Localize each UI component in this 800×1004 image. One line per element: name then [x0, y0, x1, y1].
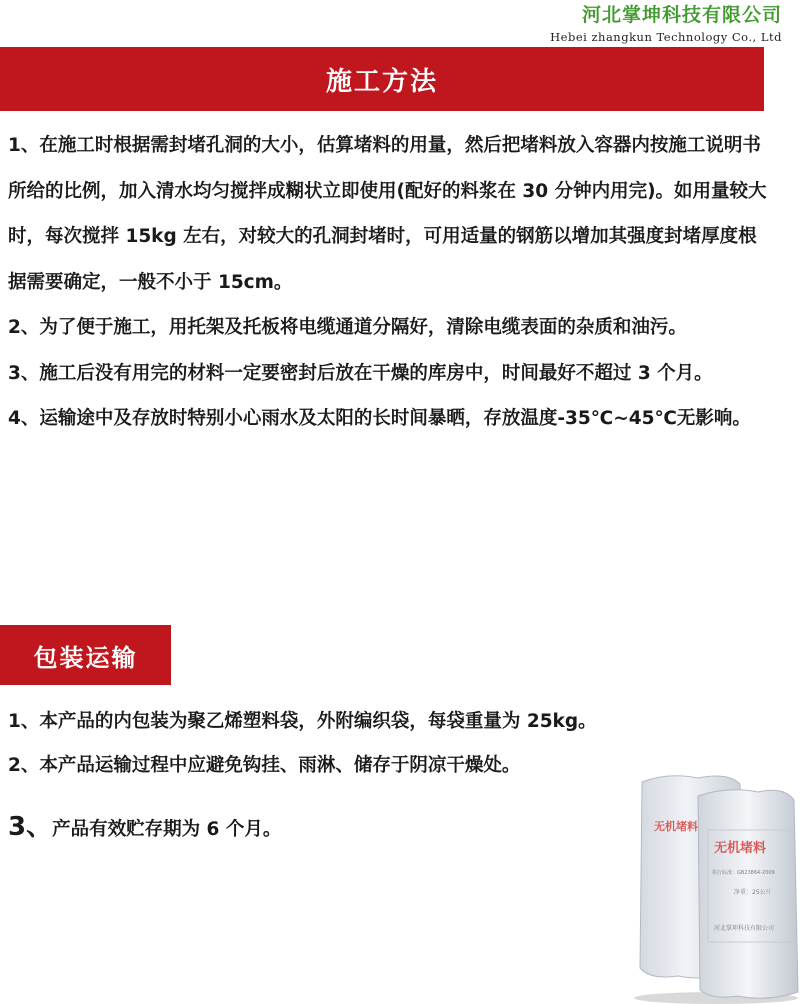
product-bags-image	[628, 770, 800, 1004]
packaging-item-3	[8, 806, 281, 843]
bag-product-name: 无机堵料	[714, 841, 767, 856]
back-bag-label: 无机堵料	[654, 820, 698, 833]
method-paragraph-3: 3、施工后没有用完的材料一定要密封后放在干燥的库房中，时间最好不超过 3 个月。	[8, 362, 713, 384]
bag-standard: 执行标准：GB23864-2009	[712, 870, 775, 876]
method-banner	[0, 47, 764, 111]
method-paragraph-1: 1、在施工时根据需封堵孔洞的大小，估算堵料的用量，然后把堵料放入容器内按施工说明书所给的比例，加入清水均匀搅拌成糊状立即使用(配好的料浆在 30 分钟内用完)。如用量较大时，每次搅拌 15kg 左右，对较大的孔洞封堵时，可用适量的钢筋以增加其强度封堵厚度根据需要确定，一般不小于 15cm。	[8, 135, 767, 293]
packaging-tab	[0, 625, 171, 685]
packaging-title: 包装运输	[33, 643, 138, 672]
packaging-item-3-number: 3、	[8, 812, 53, 842]
bag-maker: 河北掌坤科技有限公司	[714, 925, 775, 932]
packaging-item-1: 1、本产品的内包装为聚乙烯塑料袋，外附编织袋，每袋重量为 25kg。	[8, 711, 597, 732]
company-name-cn: 河北掌坤科技有限公司	[581, 4, 782, 26]
company-name-en: Hebei zhangkun Technology Co., Ltd	[550, 30, 782, 44]
bag-weight: 净重：25公斤	[734, 889, 772, 896]
method-title: 施工方法	[325, 66, 438, 97]
method-paragraph-2: 2、为了便于施工，用托架及托板将电缆通道分隔好，清除电缆表面的杂质和油污。	[8, 317, 687, 338]
packaging-item-2: 2、本产品运输过程中应避免钩挂、雨淋、储存于阴凉干燥处。	[8, 755, 521, 776]
packaging-item-3-text: 产品有效贮存期为 6 个月。	[52, 819, 282, 840]
company-header	[550, 4, 782, 44]
method-paragraph-4: 4、运输途中及存放时特别小心雨水及太阳的长时间暴晒，存放温度-35℃~45℃无影响。	[8, 408, 751, 429]
method-section	[8, 123, 770, 442]
